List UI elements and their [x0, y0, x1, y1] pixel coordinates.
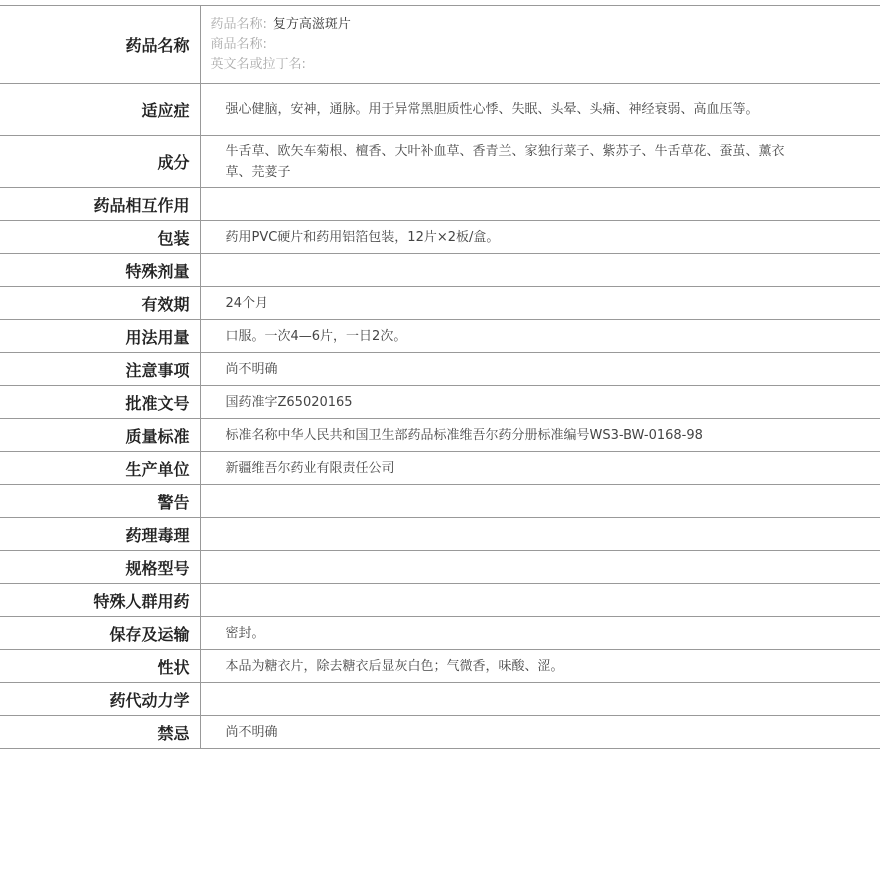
row-value: 尚不明确: [200, 353, 880, 386]
row-label: 特殊人群用药: [0, 584, 200, 617]
table-row: [0, 136, 880, 188]
table-row-drug-name: [0, 6, 880, 84]
table-row: [0, 716, 880, 749]
row-value: 口服。一次4—6片，一日2次。: [200, 320, 880, 353]
drug-name-block: [200, 6, 880, 84]
row-label: 包装: [0, 221, 200, 254]
row-value: 牛舌草、欧矢车菊根、檀香、大叶补血草、香青兰、家独行菜子、紫苏子、牛舌草花、蚕茧、薰衣草、芫荽子: [200, 136, 880, 188]
table-row: [0, 320, 880, 353]
row-label: 规格型号: [0, 551, 200, 584]
row-label: 批准文号: [0, 386, 200, 419]
row-label-drug-name: 药品名称: [0, 6, 200, 84]
table-row: [0, 188, 880, 221]
row-label: 适应症: [0, 84, 200, 136]
table-row: [0, 650, 880, 683]
row-label: 药理毒理: [0, 518, 200, 551]
trade-name-line: [211, 35, 791, 55]
row-value: 本品为糖衣片，除去糖衣后显灰白色；气微香，味酸、涩。: [200, 650, 880, 683]
row-value: 密封。: [200, 617, 880, 650]
row-label: 药品相互作用: [0, 188, 200, 221]
row-value: 强心健脑，安神，通脉。用于异常黑胆质性心悸、失眠、头晕、头痛、神经衰弱、高血压等。: [200, 84, 880, 136]
row-label: 性状: [0, 650, 200, 683]
table-row: [0, 551, 880, 584]
row-value: [200, 683, 880, 716]
row-label: 特殊剂量: [0, 254, 200, 287]
drug-name-key: 药品名称:: [210, 16, 267, 32]
row-value: 药用PVC硬片和药用铝箔包装，12片×2板/盒。: [200, 221, 880, 254]
row-value: [200, 485, 880, 518]
table-row: [0, 287, 880, 320]
row-label: 保存及运输: [0, 617, 200, 650]
row-value: [200, 254, 880, 287]
row-label: 成分: [0, 136, 200, 188]
table-row: [0, 353, 880, 386]
table-row: [0, 84, 880, 136]
row-value: [200, 551, 880, 584]
row-value: 尚不明确: [200, 716, 880, 749]
row-value: 国药准字Z65020165: [200, 386, 880, 419]
row-label: 注意事项: [0, 353, 200, 386]
row-label: 禁忌: [0, 716, 200, 749]
table-row: [0, 386, 880, 419]
row-label: 警告: [0, 485, 200, 518]
table-row: [0, 683, 880, 716]
drug-name-line: [211, 15, 791, 35]
drug-name-value: 复方高滋斑片: [272, 16, 351, 32]
table-row: [0, 452, 880, 485]
row-label: 质量标准: [0, 419, 200, 452]
row-value: 标准名称中华人民共和国卫生部药品标准维吾尔药分册标准编号WS3-BW-0168-98: [200, 419, 880, 452]
table-row: [0, 419, 880, 452]
trade-name-key: 商品名称:: [210, 36, 267, 52]
table-row: [0, 485, 880, 518]
table-row: [0, 584, 880, 617]
row-label: 用法用量: [0, 320, 200, 353]
row-label: 有效期: [0, 287, 200, 320]
row-label: 药代动力学: [0, 683, 200, 716]
row-value: [200, 584, 880, 617]
table-row: [0, 221, 880, 254]
row-value: [200, 188, 880, 221]
row-label: 生产单位: [0, 452, 200, 485]
table-row: [0, 254, 880, 287]
row-value: 新疆维吾尔药业有限责任公司: [200, 452, 880, 485]
table-row: [0, 518, 880, 551]
row-value: [200, 518, 880, 551]
english-name-line: [211, 55, 791, 75]
english-name-key: 英文名或拉丁名:: [210, 56, 306, 72]
table-row: [0, 617, 880, 650]
drug-info-table: [0, 5, 880, 749]
row-value: 24个月: [200, 287, 880, 320]
